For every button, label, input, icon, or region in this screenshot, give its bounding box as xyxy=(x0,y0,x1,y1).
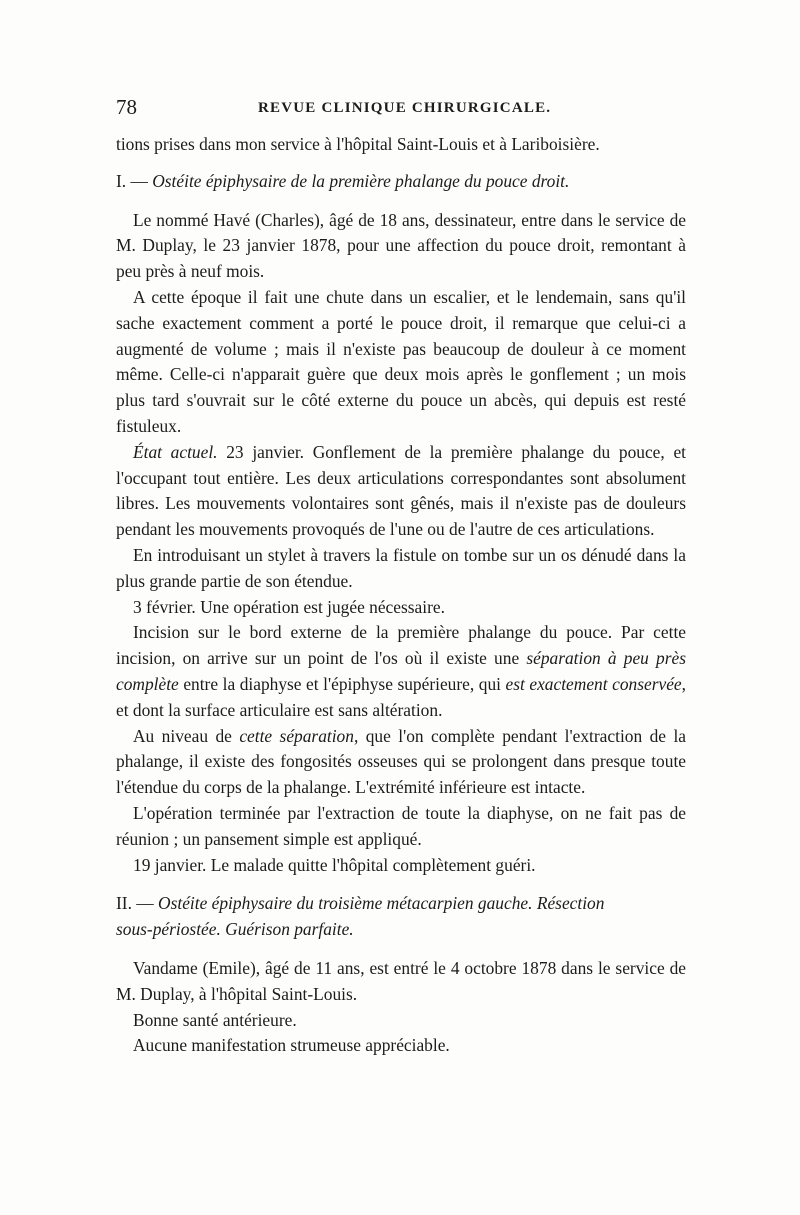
paragraph: 19 janvier. Le malade quitte l'hôpital complètement guéri. xyxy=(133,854,536,875)
paragraph-text: , que l'on complète pendant l'extraction de la phalange, il existe des fongosités osseuses qui se prolongent dans presque toute l'étendue du corps de la phalange. L'extrémité inférieure est intacte. xyxy=(116,725,686,798)
body-text xyxy=(116,132,686,1059)
journal-title: REVUE CLINIQUE CHIRURGICALE. xyxy=(258,100,552,116)
etat-actuel-label: État actuel. xyxy=(133,441,218,462)
paragraph: Le nommé Havé (Charles), âgé de 18 ans, dessinateur, entre dans le service de M. Duplay, le 23 janvier 1878, pour une affection du pouce droit, remontant à peu près à neuf mois. xyxy=(116,209,686,282)
paragraph-text: 23 janvier. Gonflement de la première phalange du pouce, et l'occupant tout entière. Les deux articulations correspondantes sont absolument libres. Les mouvements volontaires sont gênés, mais il n'existe pas de douleurs pendant les mouvements provoqués de l'une ou de l'autre de ces articulations. xyxy=(116,441,686,540)
paragraph xyxy=(116,440,686,543)
page-number: 78 xyxy=(116,95,137,119)
paragraph: Aucune manifestation strumeuse appréciable. xyxy=(133,1035,450,1056)
paragraph xyxy=(116,620,686,723)
section-1-title: Ostéite épiphysaire de la première phalange du pouce droit. xyxy=(152,170,570,191)
paragraph-text: , et dont la surface articulaire est sans altération. xyxy=(116,673,686,720)
paragraph-text: Incision sur le bord externe de la première phalange du pouce. Par cette incision, on arrive sur un point de l'os où il existe une xyxy=(116,622,686,669)
section-heading-1 xyxy=(116,169,686,195)
paragraph: Vandame (Emile), âgé de 11 ans, est entré le 4 octobre 1878 dans le service de M. Duplay, à l'hôpital Saint-Louis. xyxy=(116,957,686,1004)
paragraph: En introduisant un stylet à travers la fistule on tombe sur un os dénudé dans la plus grande partie de son étendue. xyxy=(116,544,686,591)
paragraph: A cette époque il fait une chute dans un escalier, et le lendemain, sans qu'il sache exactement comment a porté le pouce droit, il remarque que celui-ci a augmenté de volume ; mais il n'existe pas beaucoup de douleur à ce moment même. Celle-ci n'apparait guère que deux mois après le gonflement ; un mois plus tard s'ouvrait sur le côté externe du pouce un abcès, qui depuis est resté fistuleux. xyxy=(116,286,686,436)
paragraph: 3 février. Une opération est jugée nécessaire. xyxy=(133,596,445,617)
running-head xyxy=(116,95,686,119)
section-2-title-line1: Ostéite épiphysaire du troisième métacarpien gauche. Résection xyxy=(158,893,605,914)
paragraph: L'opération terminée par l'extraction de toute la diaphyse, on ne fait pas de réunion ; un pansement simple est appliqué. xyxy=(116,802,686,849)
paragraph: Bonne santé antérieure. xyxy=(133,1009,297,1030)
paragraph-continuation: tions prises dans mon service à l'hôpital Saint-Louis et à Lariboisière. xyxy=(116,134,600,154)
paragraph-text: Au niveau de xyxy=(133,725,240,746)
section-2-title-line2: sous-périostée. Guérison parfaite. xyxy=(116,919,354,940)
section-heading-2 xyxy=(116,891,686,943)
emphasis-text: séparation à peu près complète xyxy=(116,648,686,694)
section-2-numeral: II. — xyxy=(116,893,159,914)
emphasis-text: cette séparation xyxy=(239,725,354,746)
emphasis-text: est exactement conservée xyxy=(505,673,682,694)
section-1-numeral: I. — xyxy=(116,170,153,191)
paragraph-text: entre la diaphyse et l'épiphyse supérieure, qui xyxy=(178,673,506,694)
paragraph xyxy=(116,724,686,801)
